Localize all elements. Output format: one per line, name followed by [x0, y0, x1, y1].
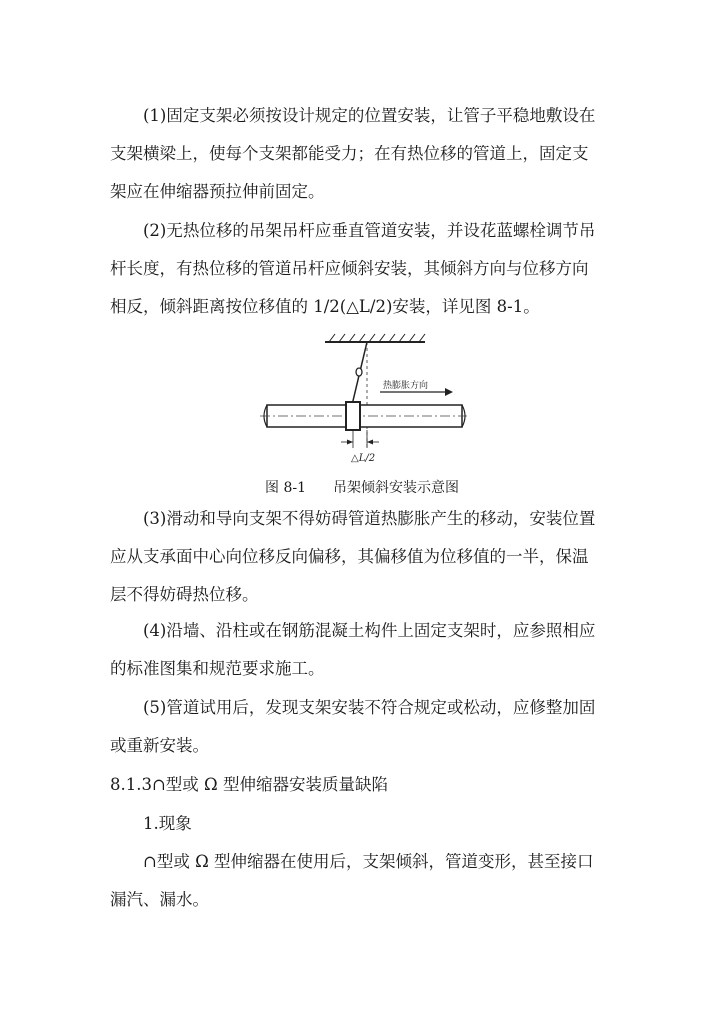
paragraph-line: 的标准图集和规范要求施工。: [110, 659, 325, 678]
paragraph-line: (2)无热位移的吊架吊杆应垂直管道安装，并设花蓝螺栓调节吊: [143, 221, 596, 240]
paragraph-line: 支架横梁上，使每个支架都能受力；在有热位移的管道上，固定支: [110, 144, 589, 163]
paragraph-line: 层不得妨碍热位移。: [110, 585, 259, 604]
ceiling-hatch: [329, 334, 425, 342]
paragraph-line: 相反，倾斜距离按位移值的 1/2(△L/2)安装，详见图 8-1。: [110, 297, 540, 316]
paragraph-line: (1)固定支架必须按设计规定的位置安装，让管子平稳地敷设在: [143, 106, 596, 125]
caption-number: 图 8-1: [265, 480, 307, 496]
turnbuckle: [356, 368, 362, 376]
paragraph-line: 漏汽、漏水。: [110, 890, 209, 909]
subsection-heading: 1.现象: [143, 814, 192, 833]
paragraph-line: 架应在伸缩器预拉伸前固定。: [110, 182, 325, 201]
caption-title: 吊架倾斜安装示意图: [332, 480, 459, 496]
paragraph-line: 或重新安装。: [110, 736, 209, 755]
paragraph-line: 应从支承面中心向位移反向偏移，其偏移值为位移值的一半，保温: [110, 547, 589, 566]
figure-hanger-diagram: [255, 330, 470, 466]
pipe-clamp: [346, 402, 360, 430]
section-heading: 8.1.3∩型或 Ω 型伸缩器安装质量缺陷: [110, 775, 388, 794]
paragraph-fixed-support: [110, 97, 614, 211]
hanger-diagram: [255, 330, 470, 466]
paragraph-line: (3)滑动和导向支架不得妨碍管道热膨胀产生的移动，安装位置: [143, 509, 596, 528]
paragraph-line: ∩型或 Ω 型伸缩器在使用后，支架倾斜，管道变形，甚至接口: [143, 852, 594, 871]
paragraph-phenomenon: [110, 843, 614, 919]
paragraph-trial-run: [110, 689, 614, 765]
delta-label: △L/2: [351, 453, 376, 464]
figure-caption: [0, 477, 724, 497]
paragraph-sliding-support: [110, 500, 614, 614]
direction-label: 热膨胀方向: [383, 381, 429, 391]
paragraph-hanger: [110, 212, 614, 326]
paragraph-line: (4)沿墙、沿柱或在钢筋混凝土构件上固定支架时，应参照相应: [143, 621, 596, 640]
paragraph-line: (5)管道试用后，发现支架安装不符合规定或松动，应修整加固: [143, 698, 596, 717]
paragraph-wall-support: [110, 612, 614, 688]
paragraph-line: 杆长度，有热位移的管道吊杆应倾斜安装，其倾斜方向与位移方向: [110, 259, 589, 278]
